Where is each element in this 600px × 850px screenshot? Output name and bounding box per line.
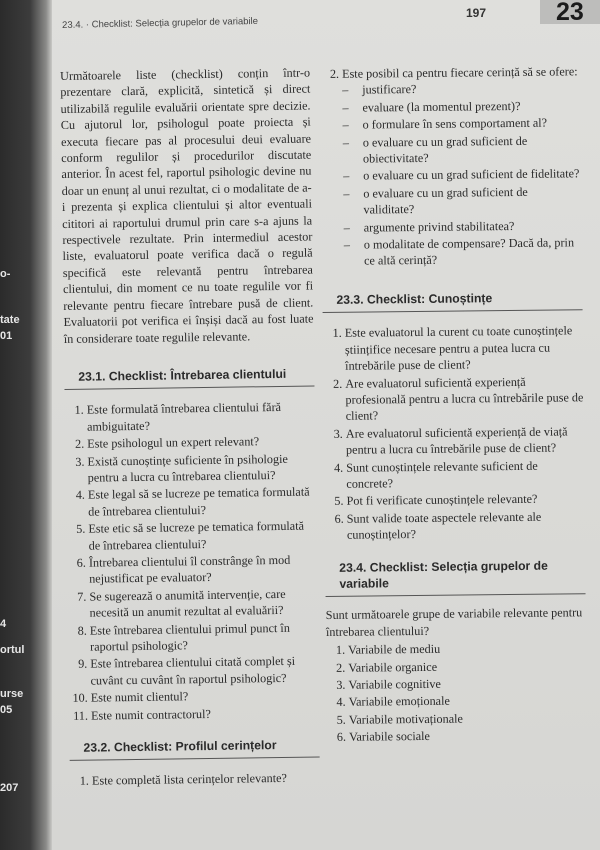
- list-item: 2. Este psihologul un expert relevant?: [87, 433, 315, 453]
- list-item: 7. Se sugerează o anumită intervenție, care necesită un anumit rezultat al evaluării?: [89, 585, 317, 621]
- list-item: 1. Este completă lista cerințelor relevante?: [92, 770, 320, 790]
- requirements-list-continued: [320, 63, 582, 270]
- margin-fragment: tate: [0, 314, 20, 326]
- list-item: 6. Întrebarea clientului îl constrânge în mod nejustificat pe evaluator?: [89, 551, 317, 587]
- dash-item: – justificare?: [342, 80, 580, 99]
- list-item: [342, 63, 582, 269]
- section-title: 23.2. Checklist: Profilul cerințelor: [69, 736, 319, 761]
- dash-item: – o evaluare cu un grad suficient de validitate?: [343, 183, 581, 218]
- list-item: 4. Variabile emoționale: [349, 692, 587, 711]
- section-title: 23.3. Checklist: Cunoștințe: [322, 289, 582, 313]
- list-item-lead: Este posibil ca pentru fiecare cerință să se ofere:: [342, 64, 578, 81]
- section-title: 23.4. Checklist: Selecția grupelor de variabile: [325, 557, 585, 598]
- section-variable-groups: [325, 557, 587, 746]
- intro-paragraph: Următoarele liste (checklist) conțin într-o prezentare clară, explicită, sintetică și direct utilizabilă regulile evaluării orientate spre decizie. Cu ajutorul lor, psihologul poate proiecta și executa fiecare pas al procesului deui evaluare conform regulilor și procedurilor discutate anterior. În acest fel, raportul psihologic devine nu doar un enunț al unui rezultat, ci o modalitate de a-i prezenta și explica clientului și altor eventuali cititori ai raportului drumul prin care s-a ajuns la respectivele rezultate. Prin intermediul acestor liste, evaluatorul poate verifica dacă o regulă specifică este relevantă pentru întrebarea clientului, din moment ce nu toate regulile vor fi relevante pentru fiecare întrebare pusă de client. Evaluatorii pot verifica ei înșiși dacă au fost luate în considerare toate regulile relevante.: [60, 65, 314, 346]
- margin-fragment: 207: [0, 782, 19, 794]
- margin-fragment: 05: [0, 704, 13, 716]
- adjacent-page-edge: [0, 0, 52, 850]
- section-knowledge: [322, 289, 585, 543]
- variable-groups-list: [326, 639, 587, 745]
- client-question-list: [65, 399, 319, 724]
- left-column: [60, 65, 320, 806]
- list-item: 10. Este numit clientul?: [91, 687, 319, 707]
- right-column: [320, 63, 587, 761]
- dash-item: – o evaluare cu un grad suficient de fidelitate?: [343, 166, 581, 185]
- knowledge-list: [323, 323, 585, 544]
- page-number: 197: [466, 6, 487, 20]
- list-item: 1. Este formulată întrebarea clientului fără ambiguitate?: [87, 399, 315, 435]
- list-item: 2. Variabile organice: [348, 657, 586, 676]
- section-title: 23.1. Checklist: Întrebarea clientului: [64, 365, 314, 390]
- list-item: 5. Pot fi verificate cunoștințele relevante?: [346, 491, 584, 510]
- section-intro: Sunt următoarele grupe de variabile relevante pentru întrebarea clientului?: [325, 605, 583, 639]
- list-item: 4. Sunt cunoștințele relevante suficient de concrete?: [346, 457, 584, 492]
- list-item: 1. Este evaluatorul la curent cu toate cunoștințele științifice necesare pentru a putea lucra cu întrebările puse de client?: [345, 323, 584, 375]
- chapter-number: 23: [556, 0, 584, 26]
- section-client-question: [64, 365, 319, 724]
- requirements-list: [70, 770, 320, 790]
- list-item: 4. Este legal să se lucreze pe tematica formulată de întrebarea clientului?: [88, 484, 316, 520]
- list-item: 5. Variabile motivaționale: [349, 709, 587, 728]
- list-item: 6. Sunt valide toate aspectele relevante ale cunoștințelor?: [347, 508, 585, 543]
- dash-item: – o formulare în sens comportament al?: [343, 114, 581, 133]
- list-item: 9. Este întrebarea clientului citată complet și cuvânt cu cuvânt în raportul psihologic?: [90, 653, 318, 689]
- margin-fragment: o-: [0, 268, 11, 280]
- running-head: 23.4. · Checklist: Selecția grupelor de variabile: [62, 15, 259, 31]
- list-item: 6. Variabile sociale: [349, 726, 587, 745]
- list-item: 5. Este etic să se lucreze pe tematica formulată de întrebarea clientului?: [88, 518, 316, 554]
- list-item: 3. Are evaluatorul suficientă experiență de viață pentru a lucra cu întrebările puse de client?: [346, 423, 584, 458]
- list-item: 1. Variabile de mediu: [348, 639, 586, 658]
- list-item: 8. Este întrebarea clientului primul punct în raportul psihologic?: [90, 619, 318, 655]
- margin-fragment: 01: [0, 330, 13, 342]
- list-item: 3. Variabile cognitive: [348, 674, 586, 693]
- margin-fragment: 4: [0, 618, 7, 630]
- margin-fragment: ortul: [0, 644, 25, 656]
- list-item: 3. Există cunoștințe suficiente în psihologie pentru a lucra cu întrebarea clientului?: [87, 450, 315, 486]
- dash-list: [342, 80, 582, 270]
- dash-item: – o modalitate de compensare? Dacă da, prin ce altă cerință?: [344, 234, 582, 269]
- dash-item: – evaluare (la momentul prezent)?: [342, 97, 580, 116]
- list-item: 11. Este numit contractorul?: [91, 704, 319, 724]
- list-item: 2. Are evaluatorul suficientă experiență profesională pentru a lucra cu întrebările puse de client?: [345, 373, 584, 425]
- section-requirements-profile: [69, 736, 320, 789]
- dash-item: – o evaluare cu un grad suficient de obiectivitate?: [343, 132, 581, 167]
- dash-item: – argumente privind stabilitatea?: [344, 217, 582, 236]
- margin-fragment: urse: [0, 688, 24, 700]
